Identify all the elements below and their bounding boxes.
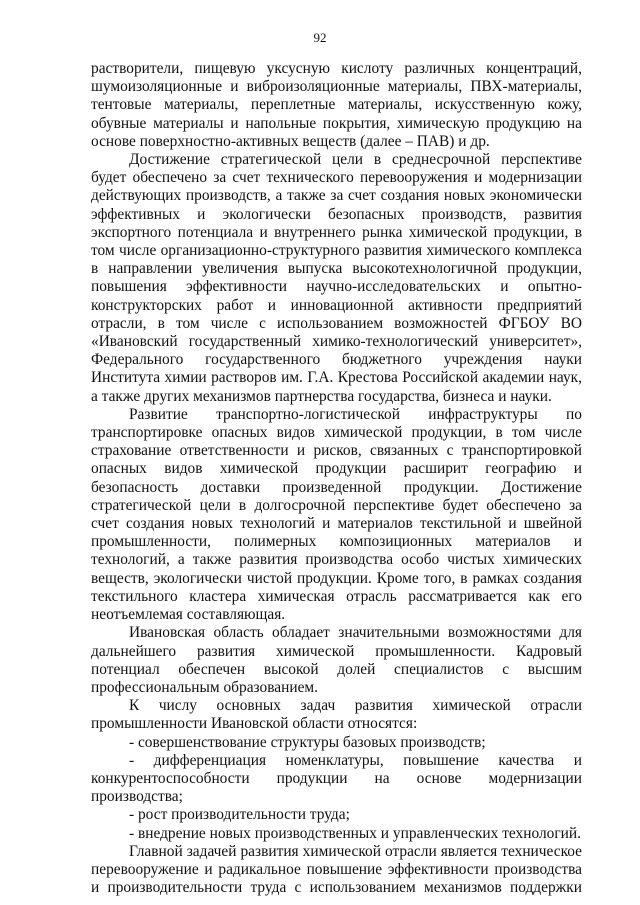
paragraph-materials-list: растворители, пищевую уксусную кислоту различных концентраций, шумоизоляционные и виброизоляционные материалы, ПВХ-материалы, тентовые материалы, переплетные материалы, искусственную кожу, обувные материалы и напольные покрытия, химическую продукцию на основе поверхностно-активных веществ (далее – ПАВ) и др. (91, 60, 582, 150)
list-item-differentiation: - дифференциация номенклатуры, повышение качества и конкурентоспособности продукции на основе модернизации производства; (91, 751, 582, 806)
paragraph-region-potential: Ивановская область обладает значительными возможностями для дальнейшего развития химической промышленности. Кадровый потенциал обеспечен высокой долей специалистов с высшим профессиональным образованием. (91, 624, 582, 696)
page-number: 92 (313, 30, 327, 45)
paragraph-main-task: Главной задачей развития химической отрасли является техническое перевооружение и радикальное повышение эффективности производства и производительности труда с использованием механизмов поддержки (91, 842, 582, 897)
list-item-technologies: - внедрение новых производственных и управленческих технологий. (129, 824, 581, 842)
document-body (91, 60, 582, 897)
paragraph-midterm-goal: Достижение стратегической цели в среднесрочной перспективе будет обеспечено за счет технического перевооружения и модернизации действующих производств, а также за счет создания новых экономически эффективных и экологически безопасных производств, развития экспортного потенциала и внутреннего рынка химической продукции, в том числе организационно-структурного развития химического комплекса в направлении увеличения выпуска высокотехнологичной продукции, повышения эффективности научно-исследовательских и опытно-конструкторских работ и инновационной активности предприятий отрасли, в том числе с использованием возможностей ФГБОУ ВО «Ивановский государственный химико-технологический университет», Федерального государственного бюджетного учреждения науки Института химии растворов им. Г.А. Крестова Российской академии наук, а также других механизмов партнерства государства, бизнеса и науки. (91, 151, 582, 405)
paragraph-logistics: Развитие транспортно-логистической инфраструктуры по транспортировке опасных видов химической продукции, в том числе страхование ответственности и рисков, связанных с транспортировкой опасных видов химической продукции расширит географию и безопасность доставки произведенной продукции. Достижение стратегической цели в долгосрочной перспективе будет обеспечено за счет создания новых технологий и материалов текстильной и швейной промышленности, полимерных композиционных материалов и технологий, а также развития производства особо чистых химических веществ, экологически чистой продукции. Кроме того, в рамках создания текстильного кластера химическая отрасль рассматривается как его неотъемлемая составляющая. (91, 405, 582, 624)
list-item-productivity: - рост производительности труда; (129, 806, 350, 824)
list-item-structure: - совершенствование структуры базовых производств; (129, 733, 486, 751)
paragraph-tasks-intro: К числу основных задач развития химической отрасли промышленности Ивановской области относятся: (91, 697, 582, 733)
